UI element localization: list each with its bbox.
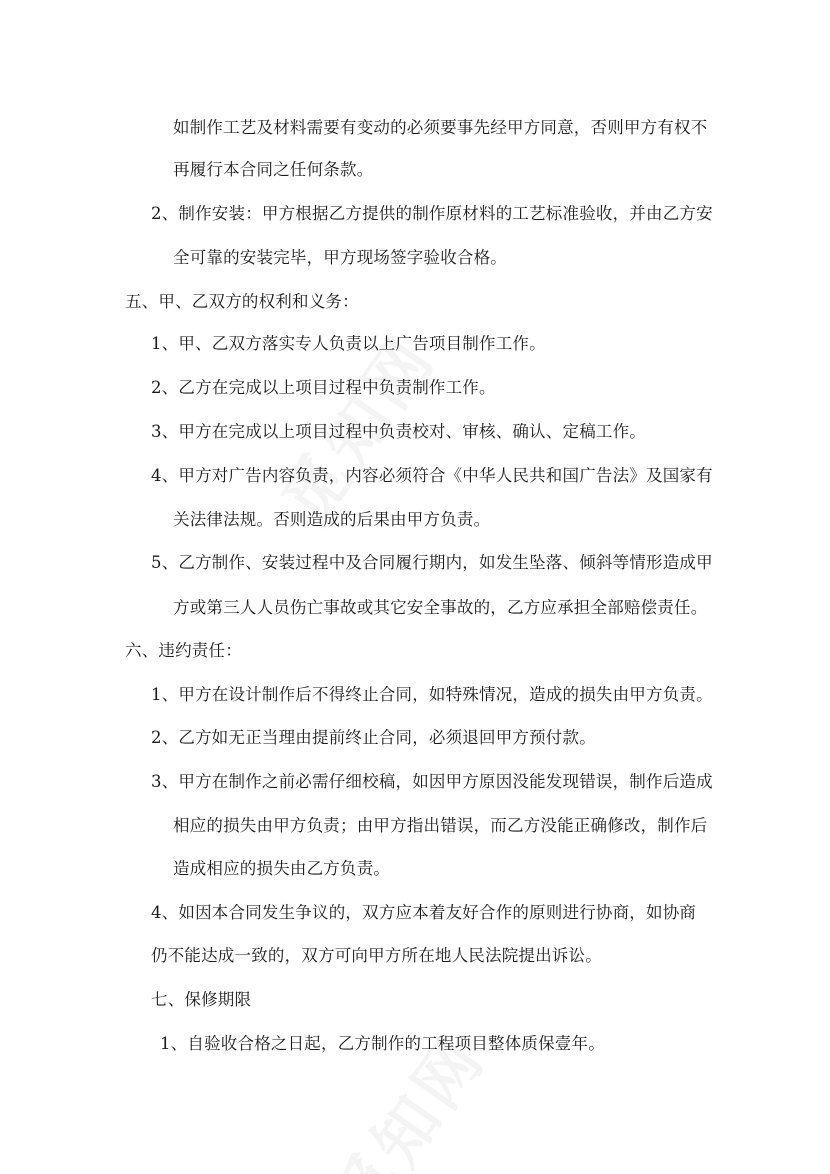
text-line: 相应的损失由甲方负责；由甲方指出错误，而乙方没能正确修改，制作后 [173, 816, 708, 835]
text-line: 再履行本合同之任何条款。 [173, 160, 374, 179]
text-line: 3、甲方在完成以上项目过程中负责校对、审核、确认、定稿工作。 [151, 422, 646, 441]
text-line: 1、自验收合格之日起，乙方制作的工程项目整体质保壹年。 [160, 1034, 605, 1053]
text-line: 仍不能达成一致的，双方可向甲方所在地人民法院提出诉讼。 [151, 946, 602, 965]
section-heading: 五、甲、乙双方的权利和义务： [125, 292, 359, 311]
text-line: 方或第三人人员伤亡事故或其它安全事故的，乙方应承担全部赔偿责任。 [173, 598, 708, 617]
text-line: 5、乙方制作、安装过程中及合同履行期内，如发生坠落、倾斜等情形造成甲 [151, 553, 713, 572]
text-line: 全可靠的安装完毕，甲方现场签字验收合格。 [173, 248, 507, 267]
text-line: 3、甲方在制作之前必需仔细校稿，如因甲方原因没能发现错误，制作后造成 [151, 772, 713, 791]
text-line: 2、制作安装：甲方根据乙方提供的制作原材料的工艺标准验收，并由乙方安 [151, 204, 713, 223]
text-line: 4、甲方对广告内容负责，内容必须符合《中华人民共和国广告法》及国家有 [151, 466, 713, 485]
text-line: 1、甲方在设计制作后不得终止合同，如特殊情况，造成的损失由甲方负责。 [151, 685, 713, 704]
text-line: 2、乙方如无正当理由提前终止合同，必须退回甲方预付款。 [151, 728, 596, 747]
text-line: 造成相应的损失由乙方负责。 [173, 859, 391, 878]
text-line: 关法律法规。否则造成的后果由甲方负责。 [173, 510, 491, 529]
text-line: 2、乙方在完成以上项目过程中负责制作工作。 [151, 378, 496, 397]
section-heading: 六、违约责任： [125, 641, 242, 660]
text-line: 4、如因本合同发生争议的，双方应本着友好合作的原则进行协商，如协商 [151, 903, 697, 922]
text-line: 如制作工艺及材料需要有变动的必须要事先经甲方同意，否则甲方有权不 [173, 118, 708, 137]
text-line: 1、甲、乙双方落实专人负责以上广告项目制作工作。 [151, 334, 546, 353]
section-heading: 七、保修期限 [151, 990, 252, 1009]
